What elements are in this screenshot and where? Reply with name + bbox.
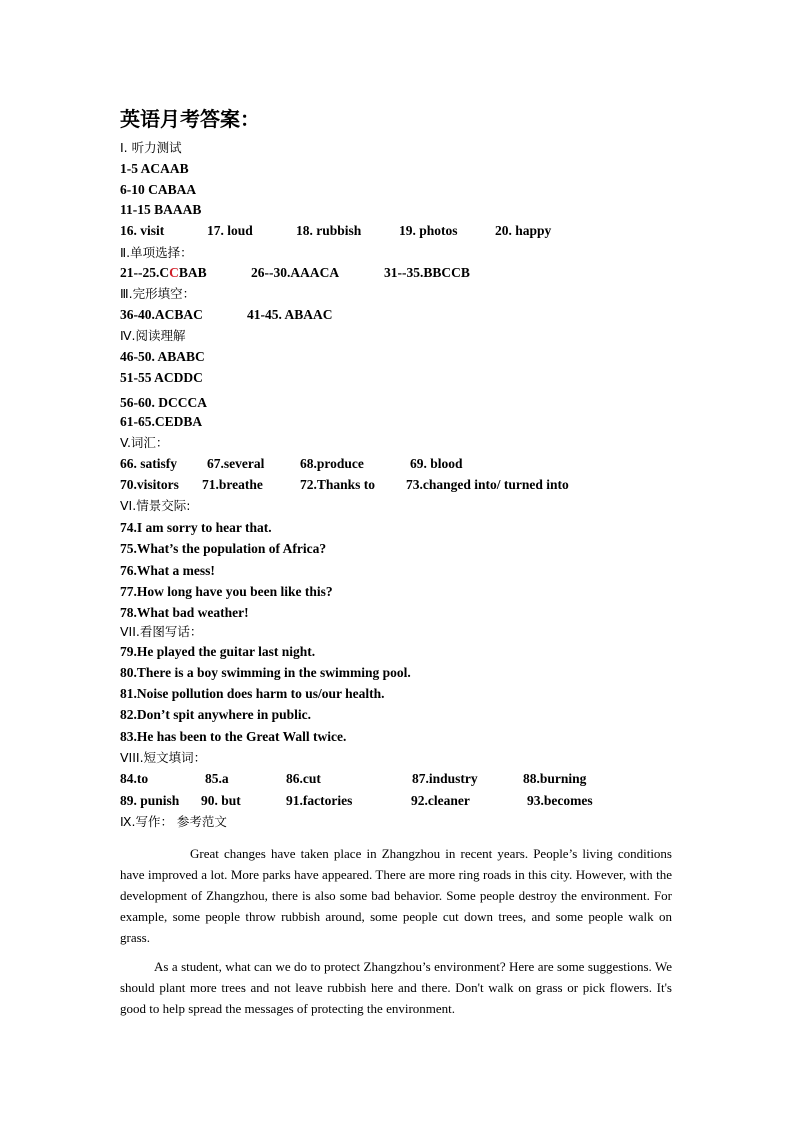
answer-item: 26--30.AAACA <box>251 265 340 280</box>
corrected-answer: C <box>169 265 179 280</box>
answer-sentence: 81.Noise pollution does harm to us/our health. <box>120 686 385 701</box>
answer-item: 88.burning <box>523 771 587 786</box>
vocabulary-row <box>120 476 590 494</box>
answer-sentence: 83.He has been to the Great Wall twice. <box>120 729 347 744</box>
answer-item: 17. loud <box>207 223 253 238</box>
page-title: 英语月考答案： <box>120 107 260 131</box>
answer-row: 6-10 CABAA <box>120 182 197 197</box>
answer-sentence: 75.What’s the population of Africa? <box>120 541 327 556</box>
answer-sentence: 82.Don’t spit anywhere in public. <box>120 707 312 722</box>
section-2-heading: Ⅱ.单项选择： <box>120 245 193 260</box>
answer-sentence: 74.I am sorry to hear that. <box>120 520 272 535</box>
passage-fill-row <box>120 792 600 810</box>
answer-row: 51-55 ACDDC <box>120 370 203 385</box>
section-6-heading: VI.情景交际: <box>120 498 191 513</box>
answer-row: 46-50. ABABC <box>120 349 205 364</box>
section-7-heading: VII.看图写话： <box>120 624 203 639</box>
answer-row: 56-60. DCCCA <box>120 395 207 410</box>
essay-paragraph-1: Great changes have taken place in Zhangzhou in recent years. People’s living conditions have improved a lot. More parks have appeared. There are more ring roads in this city. However, with the development of Zhangzhou, there is also some bad behavior. Some people destroy the environment. For example, some people throw rubbish around, some people cut down trees, and some people walk on grass. <box>120 846 672 945</box>
answer-item: 20. happy <box>495 223 552 238</box>
answer-item: 92.cleaner <box>411 793 470 808</box>
answer-sentence: 80.There is a boy swimming in the swimming pool. <box>120 665 411 680</box>
answer-item: 72.Thanks to <box>300 477 376 492</box>
answer-row: 1-5 ACAAB <box>120 161 189 176</box>
answer-item <box>120 264 207 282</box>
answer-sentence: 78.What bad weather! <box>120 605 249 620</box>
vocabulary-row <box>120 455 580 473</box>
answer-item: 16. visit <box>120 223 165 238</box>
answer-sentence: 77.How long have you been like this? <box>120 584 333 599</box>
multiple-choice-row <box>120 264 500 282</box>
answer-item: 36-40.ACBAC <box>120 307 203 322</box>
section-8-heading: VIII.短文填词： <box>120 750 207 765</box>
answer-row: 11-15 BAAAB <box>120 202 202 217</box>
answer-sentence: 79.He played the guitar last night. <box>120 644 316 659</box>
section-4-heading: Ⅳ.阅读理解 <box>120 328 186 343</box>
answer-item: 93.becomes <box>527 793 593 808</box>
answer-item: 70.visitors <box>120 477 179 492</box>
answer-item: 73.changed into/ turned into <box>406 477 569 492</box>
answer-item: 90. but <box>201 793 241 808</box>
listening-fill-row <box>120 222 580 240</box>
answer-item: 68.produce <box>300 456 364 471</box>
answer-suffix: BAB <box>178 265 207 280</box>
answer-item: 18. rubbish <box>296 223 362 238</box>
section-1-heading: I. 听力测试 <box>120 140 182 155</box>
answer-item: 31--35.BBCCB <box>384 265 470 280</box>
section-9-heading: Ⅸ.写作： 参考范文 <box>120 814 227 829</box>
answer-item: 71.breathe <box>202 477 263 492</box>
answer-item: 87.industry <box>412 771 478 786</box>
answer-row: 61-65.CEDBA <box>120 414 203 429</box>
answer-item: 67.several <box>207 456 265 471</box>
essay-paragraph-2: As a student, what can we do to protect Zhangzhou’s environment? Here are some suggestions. We should plant more trees and not leave rubbish here and there. Don't walk on grass or pick flowers. It's good to help spread the messages of protecting the environment. <box>120 959 672 1016</box>
section-5-heading: V.词汇： <box>120 435 169 450</box>
answer-item: 85.a <box>205 771 229 786</box>
answer-item: 69. blood <box>410 456 463 471</box>
answer-item: 84.to <box>120 771 149 786</box>
answer-sentence: 76.What a mess! <box>120 563 215 578</box>
answer-item: 89. punish <box>120 793 180 808</box>
answer-prefix: 21--25.C <box>120 265 170 280</box>
passage-fill-row <box>120 770 600 788</box>
answer-item: 19. photos <box>399 223 458 238</box>
answer-item: 66. satisfy <box>120 456 177 471</box>
cloze-row <box>120 306 380 324</box>
answer-item: 41-45. ABAAC <box>247 307 333 322</box>
answer-item: 86.cut <box>286 771 321 786</box>
section-3-heading: Ⅲ.完形填空： <box>120 286 196 301</box>
answer-item: 91.factories <box>286 793 353 808</box>
